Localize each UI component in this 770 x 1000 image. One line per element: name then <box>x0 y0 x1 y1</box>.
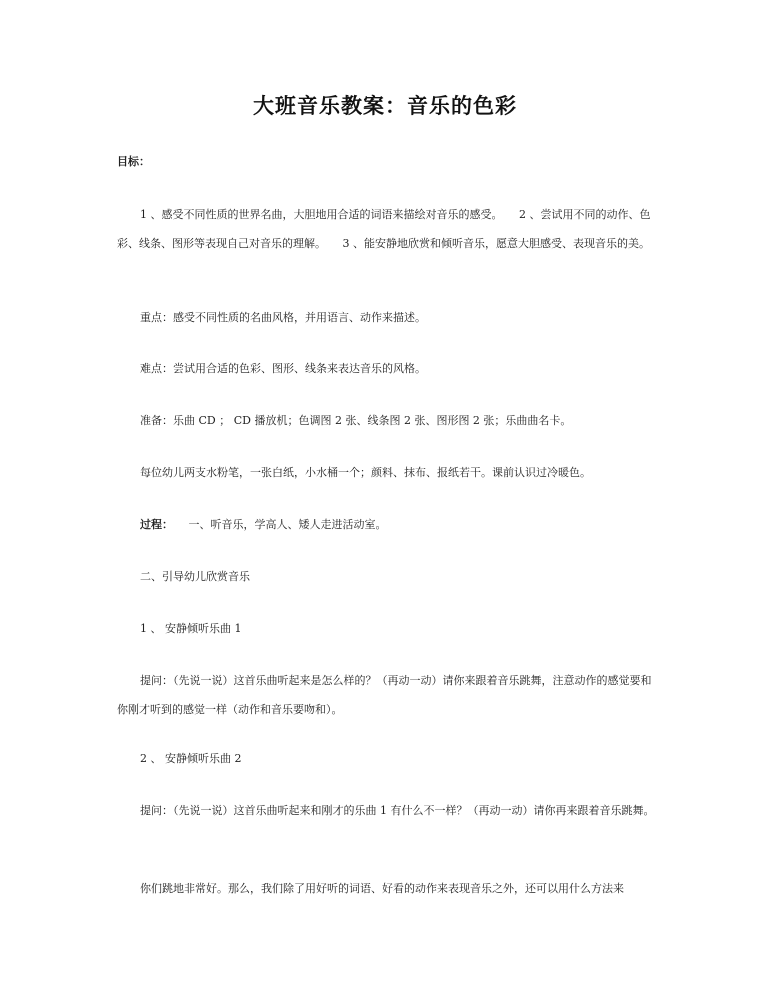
sub-step-2-question: 提问：（先说一说）这首乐曲听起来和刚才的乐曲 1 有什么不一样？（再动一动）请你再来跟着音乐跳舞。 <box>140 804 655 817</box>
page-title: 大班音乐教案：音乐的色彩 <box>253 93 517 118</box>
preparation-text: 准备：乐曲 CD ； CD 播放机；色调图 2 张、线条图 2 张、图形图 2 张；乐曲曲名卡。 <box>140 414 572 427</box>
goal-heading: 目标： <box>117 155 150 168</box>
materials-text: 每位幼儿两支水粉笔，一张白纸，小水桶一个；颜料、抹布、报纸若干。课前认识过冷暖色。 <box>140 466 591 479</box>
goal-paragraph: 1 、感受不同性质的世界名曲，大胆地用合适的词语来描绘对音乐的感受。 2 、尝试用不同的动作、色彩、线条、图形等表现自己对音乐的理解。 3 、能安静地欣赏和倾听音乐，愿意大胆感受、表现音乐的美。 <box>117 208 651 250</box>
process-label: 过程： <box>140 518 173 531</box>
process-step-1: 一、听音乐，学高人、矮人走进活动室。 <box>188 518 387 531</box>
sub-step-2-title: 2 、 安静倾听乐曲 2 <box>140 752 242 765</box>
process-step-2: 二、引导幼儿欣赏音乐 <box>140 570 250 583</box>
process-line <box>140 511 660 539</box>
key-point-text: 重点：感受不同性质的名曲风格，并用语言、动作来描述。 <box>140 311 426 324</box>
sub-step-1-title: 1 、 安静倾听乐曲 1 <box>140 622 242 635</box>
difficulty-text: 难点：尝试用合适的色彩、图形、线条来表达音乐的风格。 <box>140 362 426 375</box>
closing-text: 你们跳地非常好。那么，我们除了用好听的词语、好看的动作来表现音乐之外，还可以用什么方法来 <box>140 882 624 895</box>
sub-step-1-question: 提问：（先说一说）这首乐曲听起来是怎么样的？（再动一动）请你来跟着音乐跳舞，注意动作的感觉要和你刚才听到的感觉一样（动作和音乐要吻和）。 <box>117 674 652 716</box>
